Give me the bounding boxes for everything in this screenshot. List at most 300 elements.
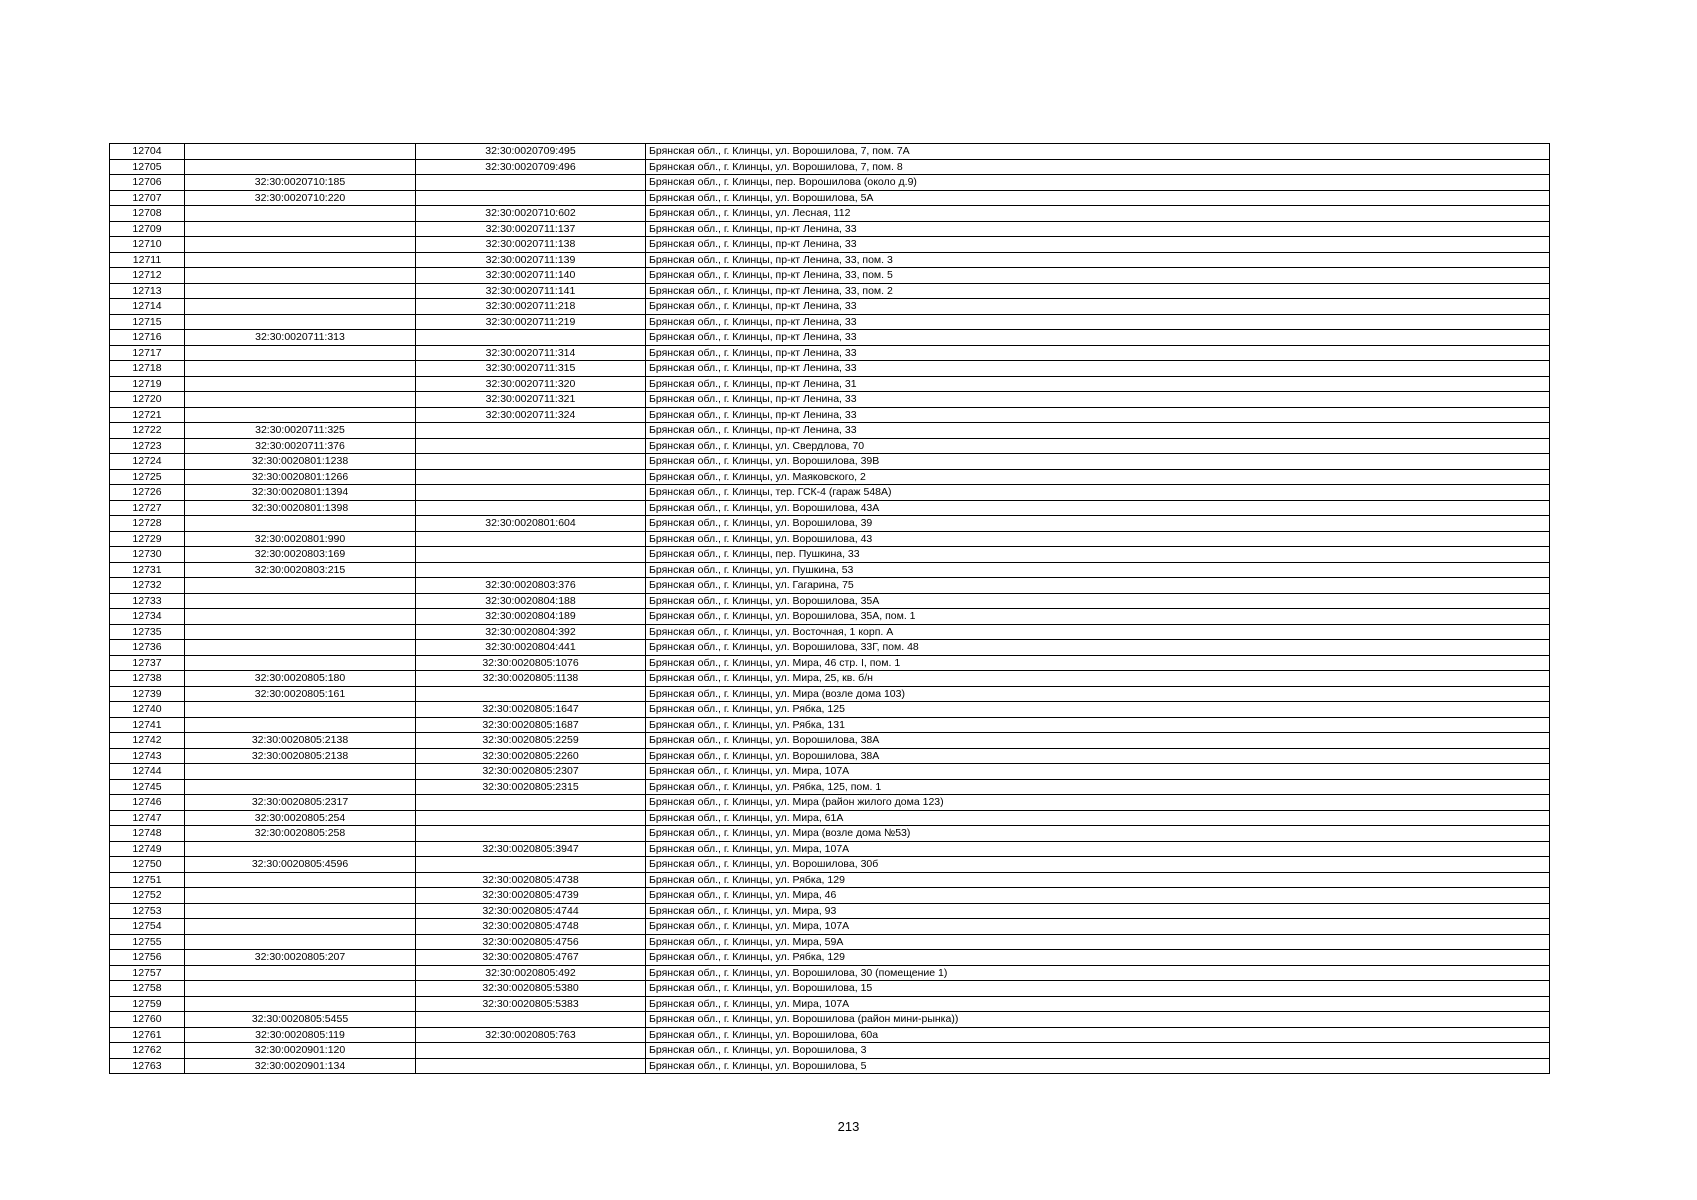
row-number-cell: 12759 [110, 996, 185, 1012]
land-cadastral-number-cell [185, 361, 416, 377]
row-number-cell: 12729 [110, 531, 185, 547]
land-cadastral-number-cell: 32:30:0020711:325 [185, 423, 416, 439]
land-cadastral-number-cell: 32:30:0020805:5455 [185, 1012, 416, 1028]
building-cadastral-number-cell: 32:30:0020805:5380 [416, 981, 646, 997]
land-cadastral-number-cell [185, 159, 416, 175]
table-row [110, 779, 1550, 795]
address-cell: Брянская обл., г. Клинцы, пр-кт Ленина, 33 [646, 407, 1550, 423]
row-number-cell: 12728 [110, 516, 185, 532]
table-row [110, 330, 1550, 346]
land-cadastral-number-cell [185, 407, 416, 423]
row-number-cell: 12705 [110, 159, 185, 175]
row-number-cell: 12763 [110, 1058, 185, 1074]
row-number-cell: 12744 [110, 764, 185, 780]
building-cadastral-number-cell: 32:30:0020711:324 [416, 407, 646, 423]
land-cadastral-number-cell [185, 888, 416, 904]
row-number-cell: 12757 [110, 965, 185, 981]
land-cadastral-number-cell: 32:30:0020805:4596 [185, 857, 416, 873]
table-row [110, 547, 1550, 563]
land-cadastral-number-cell [185, 841, 416, 857]
address-cell: Брянская обл., г. Клинцы, ул. Мира, 107А [646, 996, 1550, 1012]
row-number-cell: 12762 [110, 1043, 185, 1059]
building-cadastral-number-cell: 32:30:0020805:2315 [416, 779, 646, 795]
row-number-cell: 12742 [110, 733, 185, 749]
building-cadastral-number-cell: 32:30:0020805:4767 [416, 950, 646, 966]
land-cadastral-number-cell: 32:30:0020711:313 [185, 330, 416, 346]
address-cell: Брянская обл., г. Клинцы, ул. Свердлова, 70 [646, 438, 1550, 454]
building-cadastral-number-cell [416, 469, 646, 485]
address-cell: Брянская обл., г. Клинцы, ул. Ворошилова, 5 [646, 1058, 1550, 1074]
address-cell: Брянская обл., г. Клинцы, тер. ГСК-4 (гараж 548А) [646, 485, 1550, 501]
row-number-cell: 12751 [110, 872, 185, 888]
row-number-cell: 12755 [110, 934, 185, 950]
building-cadastral-number-cell: 32:30:0020805:763 [416, 1027, 646, 1043]
land-cadastral-number-cell: 32:30:0020801:1266 [185, 469, 416, 485]
row-number-cell: 12730 [110, 547, 185, 563]
building-cadastral-number-cell: 32:30:0020805:1076 [416, 655, 646, 671]
building-cadastral-number-cell: 32:30:0020805:1647 [416, 702, 646, 718]
row-number-cell: 12761 [110, 1027, 185, 1043]
land-cadastral-number-cell: 32:30:0020805:119 [185, 1027, 416, 1043]
building-cadastral-number-cell: 32:30:0020804:441 [416, 640, 646, 656]
table-row [110, 686, 1550, 702]
table-row [110, 562, 1550, 578]
land-cadastral-number-cell: 32:30:0020805:2138 [185, 748, 416, 764]
table-row [110, 810, 1550, 826]
table-row [110, 469, 1550, 485]
land-cadastral-number-cell [185, 764, 416, 780]
table-row [110, 268, 1550, 284]
land-cadastral-number-cell [185, 934, 416, 950]
table-row [110, 376, 1550, 392]
building-cadastral-number-cell: 32:30:0020711:321 [416, 392, 646, 408]
table-row [110, 361, 1550, 377]
row-number-cell: 12710 [110, 237, 185, 253]
address-cell: Брянская обл., г. Клинцы, пр-кт Ленина, 33, пом. 3 [646, 252, 1550, 268]
table-row [110, 857, 1550, 873]
page-number: 213 [837, 1119, 860, 1134]
address-cell: Брянская обл., г. Клинцы, ул. Мира, 59А [646, 934, 1550, 950]
table-row [110, 981, 1550, 997]
table-row [110, 345, 1550, 361]
table-row [110, 438, 1550, 454]
row-number-cell: 12724 [110, 454, 185, 470]
land-cadastral-number-cell [185, 237, 416, 253]
row-number-cell: 12741 [110, 717, 185, 733]
address-cell: Брянская обл., г. Клинцы, ул. Ворошилова, 7, пом. 7А [646, 144, 1550, 160]
row-number-cell: 12721 [110, 407, 185, 423]
land-cadastral-number-cell: 32:30:0020805:254 [185, 810, 416, 826]
table-row [110, 485, 1550, 501]
building-cadastral-number-cell: 32:30:0020711:320 [416, 376, 646, 392]
address-cell: Брянская обл., г. Клинцы, пр-кт Ленина, 33 [646, 314, 1550, 330]
table-row [110, 252, 1550, 268]
address-cell: Брянская обл., г. Клинцы, ул. Мира, 61А [646, 810, 1550, 826]
land-cadastral-number-cell [185, 702, 416, 718]
building-cadastral-number-cell: 32:30:0020803:376 [416, 578, 646, 594]
row-number-cell: 12708 [110, 206, 185, 222]
land-cadastral-number-cell: 32:30:0020805:2317 [185, 795, 416, 811]
row-number-cell: 12713 [110, 283, 185, 299]
address-cell: Брянская обл., г. Клинцы, ул. Гагарина, 75 [646, 578, 1550, 594]
row-number-cell: 12727 [110, 500, 185, 516]
table-row [110, 454, 1550, 470]
table-row [110, 903, 1550, 919]
table-row [110, 314, 1550, 330]
land-cadastral-number-cell: 32:30:0020801:990 [185, 531, 416, 547]
table-row [110, 407, 1550, 423]
table-row [110, 159, 1550, 175]
building-cadastral-number-cell: 32:30:0020711:314 [416, 345, 646, 361]
land-cadastral-number-cell: 32:30:0020805:2138 [185, 733, 416, 749]
address-cell: Брянская обл., г. Клинцы, ул. Рябка, 131 [646, 717, 1550, 733]
land-cadastral-number-cell [185, 593, 416, 609]
land-cadastral-number-cell [185, 206, 416, 222]
address-cell: Брянская обл., г. Клинцы, пр-кт Ленина, 31 [646, 376, 1550, 392]
table-row [110, 748, 1550, 764]
table-row [110, 934, 1550, 950]
building-cadastral-number-cell: 32:30:0020805:5383 [416, 996, 646, 1012]
address-cell: Брянская обл., г. Клинцы, пр-кт Ленина, 33, пом. 5 [646, 268, 1550, 284]
land-cadastral-number-cell [185, 717, 416, 733]
row-number-cell: 12706 [110, 175, 185, 191]
address-cell: Брянская обл., г. Клинцы, ул. Мира (возле дома 103) [646, 686, 1550, 702]
land-cadastral-number-cell [185, 578, 416, 594]
row-number-cell: 12745 [110, 779, 185, 795]
building-cadastral-number-cell: 32:30:0020805:2259 [416, 733, 646, 749]
address-cell: Брянская обл., г. Клинцы, пр-кт Ленина, 33 [646, 392, 1550, 408]
address-cell: Брянская обл., г. Клинцы, ул. Рябка, 129 [646, 950, 1550, 966]
row-number-cell: 12735 [110, 624, 185, 640]
address-cell: Брянская обл., г. Клинцы, пр-кт Ленина, 33 [646, 221, 1550, 237]
registry-table [109, 143, 1550, 1074]
row-number-cell: 12736 [110, 640, 185, 656]
registry-body [110, 144, 1550, 1074]
row-number-cell: 12758 [110, 981, 185, 997]
land-cadastral-number-cell [185, 345, 416, 361]
row-number-cell: 12731 [110, 562, 185, 578]
row-number-cell: 12734 [110, 609, 185, 625]
row-number-cell: 12720 [110, 392, 185, 408]
building-cadastral-number-cell [416, 190, 646, 206]
land-cadastral-number-cell: 32:30:0020803:215 [185, 562, 416, 578]
row-number-cell: 12717 [110, 345, 185, 361]
row-number-cell: 12733 [110, 593, 185, 609]
address-cell: Брянская обл., г. Клинцы, ул. Мира, 46 стр. I, пом. 1 [646, 655, 1550, 671]
table-row [110, 609, 1550, 625]
address-cell: Брянская обл., г. Клинцы, ул. Мира, 107А [646, 919, 1550, 935]
row-number-cell: 12722 [110, 423, 185, 439]
address-cell: Брянская обл., г. Клинцы, пр-кт Ленина, 33 [646, 330, 1550, 346]
row-number-cell: 12716 [110, 330, 185, 346]
land-cadastral-number-cell: 32:30:0020801:1398 [185, 500, 416, 516]
row-number-cell: 12725 [110, 469, 185, 485]
building-cadastral-number-cell [416, 810, 646, 826]
land-cadastral-number-cell: 32:30:0020805:180 [185, 671, 416, 687]
row-number-cell: 12749 [110, 841, 185, 857]
address-cell: Брянская обл., г. Клинцы, ул. Восточная, 1 корп. А [646, 624, 1550, 640]
building-cadastral-number-cell: 32:30:0020804:188 [416, 593, 646, 609]
row-number-cell: 12739 [110, 686, 185, 702]
table-row [110, 175, 1550, 191]
land-cadastral-number-cell [185, 283, 416, 299]
table-row [110, 965, 1550, 981]
table-row [110, 733, 1550, 749]
address-cell: Брянская обл., г. Клинцы, ул. Рябка, 125 [646, 702, 1550, 718]
address-cell: Брянская обл., г. Клинцы, ул. Маяковского, 2 [646, 469, 1550, 485]
table-row [110, 764, 1550, 780]
building-cadastral-number-cell: 32:30:0020805:1138 [416, 671, 646, 687]
table-row [110, 872, 1550, 888]
address-cell: Брянская обл., г. Клинцы, пр-кт Ленина, 33 [646, 345, 1550, 361]
address-cell: Брянская обл., г. Клинцы, ул. Ворошилова, 35А [646, 593, 1550, 609]
table-row [110, 500, 1550, 516]
address-cell: Брянская обл., г. Клинцы, пр-кт Ленина, 33, пом. 2 [646, 283, 1550, 299]
table-row [110, 841, 1550, 857]
building-cadastral-number-cell [416, 438, 646, 454]
building-cadastral-number-cell [416, 1043, 646, 1059]
table-row [110, 516, 1550, 532]
land-cadastral-number-cell [185, 981, 416, 997]
row-number-cell: 12726 [110, 485, 185, 501]
table-row [110, 578, 1550, 594]
address-cell: Брянская обл., г. Клинцы, ул. Мира, 46 [646, 888, 1550, 904]
building-cadastral-number-cell: 32:30:0020804:392 [416, 624, 646, 640]
table-row [110, 1058, 1550, 1074]
building-cadastral-number-cell: 32:30:0020805:4748 [416, 919, 646, 935]
table-row [110, 531, 1550, 547]
building-cadastral-number-cell: 32:30:0020711:315 [416, 361, 646, 377]
table-row [110, 1043, 1550, 1059]
table-row [110, 206, 1550, 222]
address-cell: Брянская обл., г. Клинцы, ул. Ворошилова, 38А [646, 733, 1550, 749]
row-number-cell: 12719 [110, 376, 185, 392]
table-row [110, 221, 1550, 237]
land-cadastral-number-cell: 32:30:0020901:120 [185, 1043, 416, 1059]
address-cell: Брянская обл., г. Клинцы, ул. Ворошилова, 60а [646, 1027, 1550, 1043]
row-number-cell: 12707 [110, 190, 185, 206]
address-cell: Брянская обл., г. Клинцы, ул. Ворошилова, 3 [646, 1043, 1550, 1059]
land-cadastral-number-cell: 32:30:0020711:376 [185, 438, 416, 454]
building-cadastral-number-cell: 32:30:0020711:138 [416, 237, 646, 253]
row-number-cell: 12718 [110, 361, 185, 377]
land-cadastral-number-cell [185, 996, 416, 1012]
building-cadastral-number-cell [416, 547, 646, 563]
row-number-cell: 12760 [110, 1012, 185, 1028]
address-cell: Брянская обл., г. Клинцы, ул. Мира, 93 [646, 903, 1550, 919]
building-cadastral-number-cell: 32:30:0020805:3947 [416, 841, 646, 857]
row-number-cell: 12714 [110, 299, 185, 315]
row-number-cell: 12747 [110, 810, 185, 826]
building-cadastral-number-cell: 32:30:0020805:4744 [416, 903, 646, 919]
row-number-cell: 12746 [110, 795, 185, 811]
land-cadastral-number-cell [185, 903, 416, 919]
table-row [110, 640, 1550, 656]
address-cell: Брянская обл., г. Клинцы, ул. Мира (возле дома №53) [646, 826, 1550, 842]
address-cell: Брянская обл., г. Клинцы, ул. Ворошилова, 38А [646, 748, 1550, 764]
row-number-cell: 12738 [110, 671, 185, 687]
row-number-cell: 12709 [110, 221, 185, 237]
table-row [110, 1027, 1550, 1043]
address-cell: Брянская обл., г. Клинцы, ул. Мира, 107А [646, 841, 1550, 857]
building-cadastral-number-cell: 32:30:0020805:4756 [416, 934, 646, 950]
land-cadastral-number-cell [185, 779, 416, 795]
land-cadastral-number-cell: 32:30:0020805:207 [185, 950, 416, 966]
land-cadastral-number-cell [185, 640, 416, 656]
address-cell: Брянская обл., г. Клинцы, ул. Мира, 25, кв. б/н [646, 671, 1550, 687]
land-cadastral-number-cell [185, 516, 416, 532]
row-number-cell: 12715 [110, 314, 185, 330]
address-cell: Брянская обл., г. Клинцы, пр-кт Ленина, 33 [646, 299, 1550, 315]
building-cadastral-number-cell [416, 500, 646, 516]
table-row [110, 593, 1550, 609]
row-number-cell: 12712 [110, 268, 185, 284]
land-cadastral-number-cell [185, 609, 416, 625]
land-cadastral-number-cell: 32:30:0020710:185 [185, 175, 416, 191]
land-cadastral-number-cell [185, 144, 416, 160]
building-cadastral-number-cell: 32:30:0020711:219 [416, 314, 646, 330]
building-cadastral-number-cell: 32:30:0020711:140 [416, 268, 646, 284]
building-cadastral-number-cell [416, 531, 646, 547]
building-cadastral-number-cell [416, 795, 646, 811]
row-number-cell: 12737 [110, 655, 185, 671]
row-number-cell: 12752 [110, 888, 185, 904]
address-cell: Брянская обл., г. Клинцы, ул. Ворошилова, 39 [646, 516, 1550, 532]
table-row [110, 190, 1550, 206]
land-cadastral-number-cell: 32:30:0020801:1394 [185, 485, 416, 501]
address-cell: Брянская обл., г. Клинцы, ул. Ворошилова, 30б [646, 857, 1550, 873]
building-cadastral-number-cell: 32:30:0020801:604 [416, 516, 646, 532]
building-cadastral-number-cell [416, 1058, 646, 1074]
address-cell: Брянская обл., г. Клинцы, ул. Ворошилова, 33Г, пом. 48 [646, 640, 1550, 656]
address-cell: Брянская обл., г. Клинцы, ул. Мира (район жилого дома 123) [646, 795, 1550, 811]
land-cadastral-number-cell [185, 919, 416, 935]
row-number-cell: 12750 [110, 857, 185, 873]
building-cadastral-number-cell [416, 454, 646, 470]
land-cadastral-number-cell [185, 376, 416, 392]
address-cell: Брянская обл., г. Клинцы, ул. Ворошилова, 7, пом. 8 [646, 159, 1550, 175]
land-cadastral-number-cell: 32:30:0020805:161 [185, 686, 416, 702]
building-cadastral-number-cell: 32:30:0020805:4738 [416, 872, 646, 888]
row-number-cell: 12723 [110, 438, 185, 454]
table-row [110, 702, 1550, 718]
table-row [110, 144, 1550, 160]
land-cadastral-number-cell [185, 624, 416, 640]
table-row [110, 919, 1550, 935]
table-row [110, 423, 1550, 439]
address-cell: Брянская обл., г. Клинцы, ул. Лесная, 112 [646, 206, 1550, 222]
table-row [110, 795, 1550, 811]
address-cell: Брянская обл., г. Клинцы, ул. Мира, 107А [646, 764, 1550, 780]
row-number-cell: 12743 [110, 748, 185, 764]
building-cadastral-number-cell: 32:30:0020805:2307 [416, 764, 646, 780]
building-cadastral-number-cell [416, 175, 646, 191]
building-cadastral-number-cell: 32:30:0020805:1687 [416, 717, 646, 733]
building-cadastral-number-cell [416, 1012, 646, 1028]
building-cadastral-number-cell [416, 330, 646, 346]
row-number-cell: 12753 [110, 903, 185, 919]
building-cadastral-number-cell: 32:30:0020710:602 [416, 206, 646, 222]
address-cell: Брянская обл., г. Клинцы, ул. Рябка, 125, пом. 1 [646, 779, 1550, 795]
table-row [110, 826, 1550, 842]
row-number-cell: 12754 [110, 919, 185, 935]
land-cadastral-number-cell [185, 268, 416, 284]
land-cadastral-number-cell: 32:30:0020805:258 [185, 826, 416, 842]
building-cadastral-number-cell: 32:30:0020711:139 [416, 252, 646, 268]
address-cell: Брянская обл., г. Клинцы, ул. Рябка, 129 [646, 872, 1550, 888]
address-cell: Брянская обл., г. Клинцы, пер. Пушкина, 33 [646, 547, 1550, 563]
building-cadastral-number-cell [416, 686, 646, 702]
building-cadastral-number-cell: 32:30:0020711:218 [416, 299, 646, 315]
land-cadastral-number-cell: 32:30:0020801:1238 [185, 454, 416, 470]
building-cadastral-number-cell: 32:30:0020711:141 [416, 283, 646, 299]
row-number-cell: 12756 [110, 950, 185, 966]
table-row [110, 299, 1550, 315]
row-number-cell: 12748 [110, 826, 185, 842]
table-row [110, 996, 1550, 1012]
table-row [110, 624, 1550, 640]
building-cadastral-number-cell [416, 562, 646, 578]
land-cadastral-number-cell [185, 252, 416, 268]
land-cadastral-number-cell [185, 655, 416, 671]
building-cadastral-number-cell: 32:30:0020805:492 [416, 965, 646, 981]
building-cadastral-number-cell: 32:30:0020711:137 [416, 221, 646, 237]
address-cell: Брянская обл., г. Клинцы, ул. Ворошилова, 30 (помещение 1) [646, 965, 1550, 981]
table-row [110, 717, 1550, 733]
address-cell: Брянская обл., г. Клинцы, пр-кт Ленина, 33 [646, 237, 1550, 253]
land-cadastral-number-cell [185, 221, 416, 237]
land-cadastral-number-cell [185, 965, 416, 981]
building-cadastral-number-cell [416, 485, 646, 501]
table-row [110, 1012, 1550, 1028]
table-row [110, 655, 1550, 671]
building-cadastral-number-cell: 32:30:0020804:189 [416, 609, 646, 625]
address-cell: Брянская обл., г. Клинцы, пр-кт Ленина, 33 [646, 423, 1550, 439]
building-cadastral-number-cell [416, 423, 646, 439]
land-cadastral-number-cell [185, 872, 416, 888]
address-cell: Брянская обл., г. Клинцы, ул. Ворошилова, 39В [646, 454, 1550, 470]
land-cadastral-number-cell: 32:30:0020803:169 [185, 547, 416, 563]
address-cell: Брянская обл., г. Клинцы, ул. Ворошилова, 35А, пом. 1 [646, 609, 1550, 625]
address-cell: Брянская обл., г. Клинцы, ул. Ворошилова (район мини-рынка)) [646, 1012, 1550, 1028]
row-number-cell: 12711 [110, 252, 185, 268]
land-cadastral-number-cell [185, 314, 416, 330]
table-row [110, 237, 1550, 253]
table-row [110, 888, 1550, 904]
table-row [110, 392, 1550, 408]
building-cadastral-number-cell [416, 826, 646, 842]
address-cell: Брянская обл., г. Клинцы, ул. Ворошилова, 43 [646, 531, 1550, 547]
building-cadastral-number-cell: 32:30:0020709:496 [416, 159, 646, 175]
row-number-cell: 12732 [110, 578, 185, 594]
address-cell: Брянская обл., г. Клинцы, ул. Ворошилова, 5А [646, 190, 1550, 206]
table-row [110, 950, 1550, 966]
building-cadastral-number-cell: 32:30:0020805:4739 [416, 888, 646, 904]
building-cadastral-number-cell: 32:30:0020709:495 [416, 144, 646, 160]
address-cell: Брянская обл., г. Клинцы, ул. Пушкина, 53 [646, 562, 1550, 578]
land-cadastral-number-cell [185, 299, 416, 315]
address-cell: Брянская обл., г. Клинцы, ул. Ворошилова, 15 [646, 981, 1550, 997]
table-row [110, 671, 1550, 687]
row-number-cell: 12704 [110, 144, 185, 160]
building-cadastral-number-cell: 32:30:0020805:2260 [416, 748, 646, 764]
address-cell: Брянская обл., г. Клинцы, пр-кт Ленина, 33 [646, 361, 1550, 377]
land-cadastral-number-cell: 32:30:0020901:134 [185, 1058, 416, 1074]
land-cadastral-number-cell [185, 392, 416, 408]
table-row [110, 283, 1550, 299]
land-cadastral-number-cell: 32:30:0020710:220 [185, 190, 416, 206]
address-cell: Брянская обл., г. Клинцы, пер. Ворошилова (около д.9) [646, 175, 1550, 191]
